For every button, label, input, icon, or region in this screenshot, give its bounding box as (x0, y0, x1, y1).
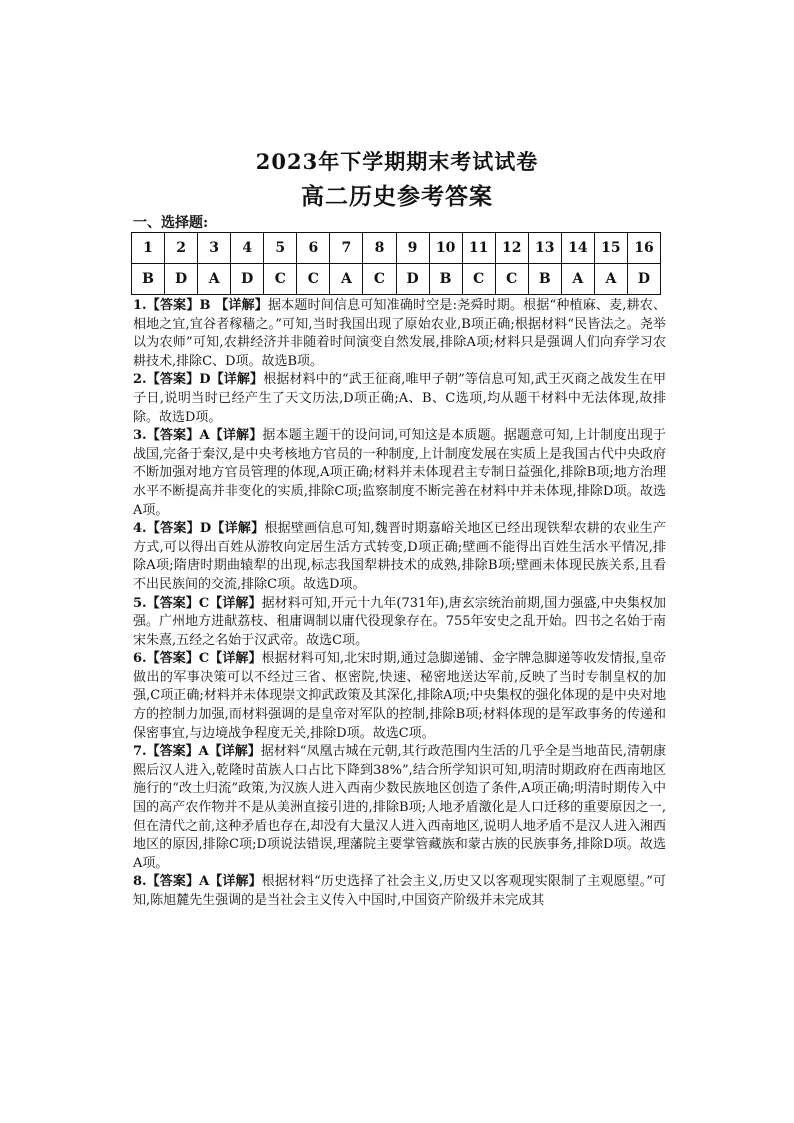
item-number: 2. (133, 372, 147, 388)
answer-key-title: 高二历史参考答案 (301, 183, 493, 210)
explanation-text: 据本题主题干的设问词,可知这是本质题。据题意可知,上计制度出现于战国,完备于秦汉,是中央考核地方官员的一种制度,上计制度发展在实质上是我国古代中央政府不断加强对地方官员管理的体现,A项正确;材料并未体现君主专制日益强化,排除B项;地方治理水平不断提高并非变化的实质,排除C项;监察制度不断完善在材料中并未体现,排除D项。故选A项。 (133, 428, 666, 518)
item-number: 6. (133, 651, 147, 667)
question-number-row (132, 233, 661, 264)
answer-tag: 【答案】B 【详解】 (146, 298, 268, 313)
answer-tag: 【答案】C【详解】 (146, 651, 262, 667)
item-number: 7. (133, 744, 147, 760)
answer-cell: D (231, 264, 264, 295)
explanation-item (133, 595, 666, 651)
explanation-item (133, 371, 666, 427)
question-number-cell: 15 (594, 233, 627, 264)
answer-table (131, 232, 661, 295)
answer-cell: C (264, 264, 297, 295)
question-number-cell: 11 (462, 233, 495, 264)
explanation-text: 根据壁画信息可知,魏晋时期嘉峪关地区已经出现铁犁农耕的农业生产方式,可以得出百姓从游牧向定居生活方式转变,D项正确;壁画不能得出百姓生活水平情况,排除A项;隋唐时期曲辕犁的出现,标志我国犁耕技术的成熟,排除B项;壁画未体现民族关系,且看不出民族间的交流,排除C项。故选D项。 (133, 521, 666, 592)
answer-cell: C (297, 264, 330, 295)
item-number: 1. (133, 298, 147, 313)
answer-cell: B (528, 264, 561, 295)
answer-tag: 【答案】D【详解】 (146, 521, 265, 537)
question-number-cell: 14 (561, 233, 594, 264)
answer-tag: 【答案】A【详解】 (146, 428, 263, 444)
explanation-text: 根据材料可知,北宋时期,通过急脚递铺、金字牌急脚递等收发情报,皇帝做出的军事决策可以不经过三省、枢密院,快速、秘密地送达军前,反映了当时专制皇权的加强,C项正确;材料并未体现崇文抑武政策及其深化,排除A项;中央集权的强化体现的是中央对地方的控制力加强,而材料强调的是皇帝对军队的控制,排除B项;材料体现的是军政事务的传递和保密事宜,与边境战争程度无关,排除D项。故选C项。 (133, 651, 666, 741)
answer-cell: A (561, 264, 594, 295)
answer-cell: B (429, 264, 462, 295)
explanations (133, 297, 666, 911)
explanation-text: 根据材料中的“武王征商,唯甲子朝”等信息可知,武王灭商之战发生在甲子日,说明当时已经产生了天文历法,D项正确;A、B、C选项,均从题干材料中无法体现,故排除。故选D项。 (133, 372, 666, 425)
answer-cell: B (132, 264, 165, 295)
answer-cell: A (594, 264, 627, 295)
explanation-text: 据本题时间信息可知准确时空是:尧舜时期。根据“种植麻、麦,耕农、相地之宜,宜谷者稼穑之。”可知,当时我国出现了原始农业,B项正确;根据材料“民皆法之。尧举以为农师”可知,农耕经济并非随着时间演变自然发展,排除A项;材料只是强调人们向弃学习农耕技术,排除C、D项。故选B项。 (133, 298, 666, 369)
section-heading: 一、选择题: (133, 215, 209, 231)
answer-cell: C (363, 264, 396, 295)
explanation-item (133, 297, 666, 371)
answer-tag: 【答案】A【详解】 (146, 874, 262, 890)
explanation-item (133, 743, 666, 873)
answer-tag: 【答案】A【详解】 (146, 744, 261, 760)
item-number: 4. (133, 521, 147, 537)
answer-cell: C (495, 264, 528, 295)
explanation-item (133, 873, 666, 910)
question-number-cell: 2 (165, 233, 198, 264)
item-number: 3. (133, 428, 147, 444)
explanation-item (133, 427, 666, 520)
explanation-text: 根据材料“历史选择了社会主义,历史又以客观现实限制了主观愿望。”可知,陈旭麓先生强调的是当社会主义传入中国时,中国资产阶级并未完成其 (133, 874, 666, 908)
question-number-cell: 9 (396, 233, 429, 264)
question-number-cell: 8 (363, 233, 396, 264)
answer-cell: A (330, 264, 363, 295)
explanation-item (133, 650, 666, 743)
question-number-cell: 10 (429, 233, 462, 264)
item-number: 8. (133, 874, 147, 890)
question-number-cell: 4 (231, 233, 264, 264)
question-number-cell: 6 (297, 233, 330, 264)
question-number-cell: 1 (132, 233, 165, 264)
explanation-text: 据材料“凤凰古城在元朝,其行政范围内生活的几乎全是当地苗民,清朝康熙后汉人进入,乾隆时苗族人口占比下降到38%”,结合所学知识可知,明清时期政府在西南地区施行的“改土归流”政策,为汉族人进入西南少数民族地区创造了条件,A项正确;明清时期传入中国的高产农作物并不是从美洲直接引进的,排除B项;人地矛盾激化是人口迁移的重要原因之一,但在清代之前,这种矛盾也存在,却没有大量汉人进入西南地区,说明人地矛盾不是汉人进入湘西地区的原因,排除C项;D项说法错误,理藩院主要掌管藏族和蒙古族的民族事务,排除D项。故选A项。 (133, 744, 666, 871)
item-number: 5. (133, 595, 147, 611)
answer-cell: D (396, 264, 429, 295)
question-number-cell: 12 (495, 233, 528, 264)
question-number-cell: 16 (627, 233, 660, 264)
answer-row (132, 264, 661, 295)
answer-cell: C (462, 264, 495, 295)
answer-cell: D (165, 264, 198, 295)
answer-tag: 【答案】D【详解】 (146, 372, 264, 388)
answer-cell: D (627, 264, 660, 295)
answer-cell: A (198, 264, 231, 295)
exam-title: 2023年下学期期末考试试卷 (255, 149, 539, 174)
question-number-cell: 3 (198, 233, 231, 264)
answer-tag: 【答案】C【详解】 (146, 595, 262, 611)
question-number-cell: 13 (528, 233, 561, 264)
explanation-item (133, 520, 666, 594)
question-number-cell: 5 (264, 233, 297, 264)
question-number-cell: 7 (330, 233, 363, 264)
explanation-text: 据材料可知,开元十九年(731年),唐玄宗统治前期,国力强盛,中央集权加强。广州地方进献荔枝、租庸调制以庸代役现象存在。755年安史之乱开始。四书之名始于南宋朱熹,五经之名始于汉武帝。故选C项。 (133, 595, 666, 648)
